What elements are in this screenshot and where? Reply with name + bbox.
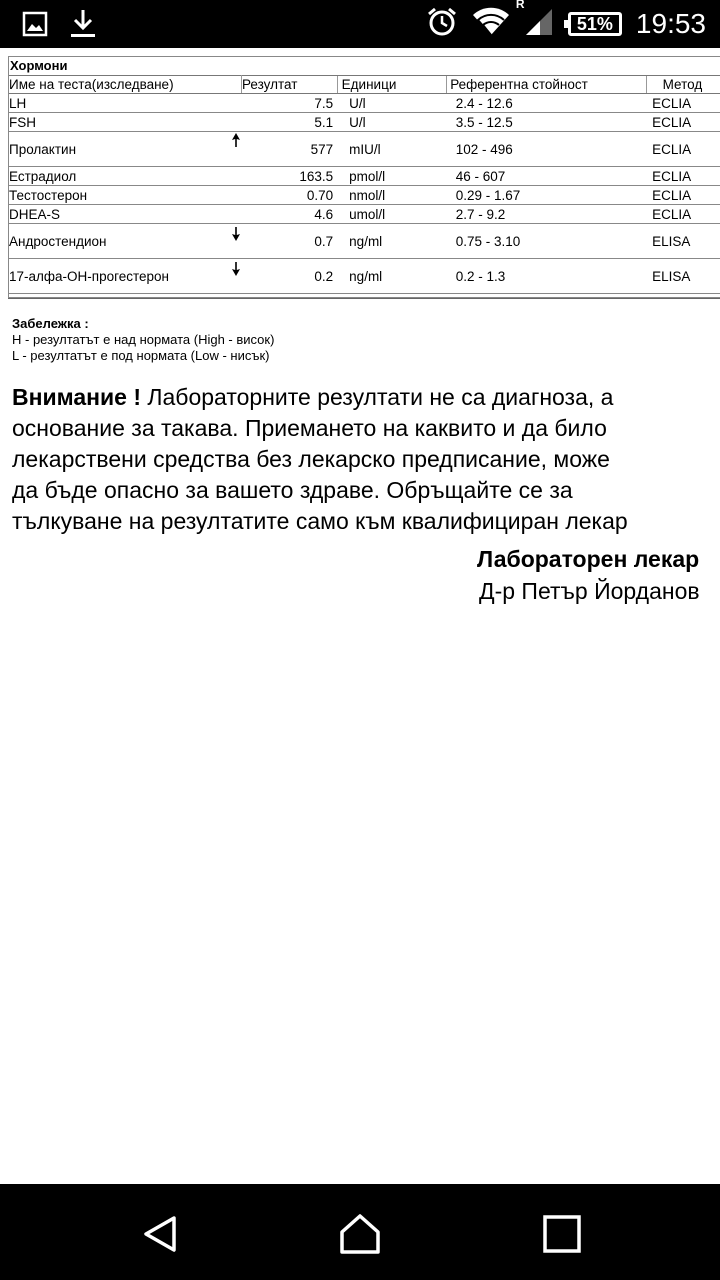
test-result: 5.1 <box>241 113 337 132</box>
test-result: 0.2 <box>241 259 337 294</box>
test-method: ELISA <box>646 224 720 259</box>
test-method: ECLIA <box>646 113 720 132</box>
battery-level: 51% <box>576 13 613 34</box>
col-result-header: Резултат <box>241 76 337 94</box>
col-method-header: Метод <box>646 76 720 94</box>
back-icon[interactable] <box>138 1212 182 1256</box>
table-row <box>9 205 720 224</box>
clock: 19:53 <box>635 8 706 39</box>
warning-line-1: Лабораторните резултати не са диагноза, а <box>141 384 614 410</box>
warning-line-3: лекарствени средства без лекарско предписание, може <box>12 446 610 472</box>
warning-line-4: да бъде опасно за вашето здраве. Обръщайте се за <box>12 477 573 503</box>
arrow-up-icon <box>231 133 241 147</box>
home-icon[interactable] <box>338 1212 382 1256</box>
test-reference: 0.2 - 1.3 <box>447 259 646 294</box>
test-name: Тестостерон <box>9 186 231 205</box>
image-icon <box>22 11 48 41</box>
test-units: ng/ml <box>337 259 447 294</box>
col-reference-header: Референтна стойност <box>447 76 646 94</box>
test-name: DHEA-S <box>9 205 231 224</box>
warning-line-5: тълкуване на резултатите само към квалифициран лекар <box>12 508 628 534</box>
test-result: 4.6 <box>241 205 337 224</box>
roaming-label: R <box>515 0 525 11</box>
test-units: mIU/l <box>337 132 447 167</box>
test-units: U/l <box>337 113 447 132</box>
test-reference: 0.29 - 1.67 <box>447 186 646 205</box>
arrow-down-icon <box>231 262 241 276</box>
test-method: ECLIA <box>646 186 720 205</box>
test-units: ng/ml <box>337 224 447 259</box>
test-method: ECLIA <box>646 94 720 113</box>
test-method: ECLIA <box>646 205 720 224</box>
test-result: 0.70 <box>241 186 337 205</box>
test-reference: 102 - 496 <box>447 132 646 167</box>
flag <box>231 259 241 294</box>
note-low: L - резултатът е под нормата (Low - нисък) <box>12 348 270 363</box>
note-title: Забележка : <box>12 316 89 331</box>
test-name: LH <box>9 94 231 113</box>
warning-line-2: основание за такава. Приемането на каквито и да било <box>12 415 607 441</box>
flag <box>231 186 241 205</box>
flag <box>231 94 241 113</box>
warning-lead: Внимание ! <box>12 384 142 410</box>
test-units: nmol/l <box>337 186 447 205</box>
results-table <box>9 75 720 294</box>
doctor-title: Лабораторен лекар <box>477 546 700 572</box>
test-result: 577 <box>241 132 337 167</box>
test-reference: 3.5 - 12.5 <box>447 113 646 132</box>
test-result: 163.5 <box>241 167 337 186</box>
test-result: 0.7 <box>241 224 337 259</box>
col-units-header: Единици <box>337 76 447 94</box>
test-method: ECLIA <box>646 132 720 167</box>
table-row <box>9 167 720 186</box>
alarm-icon <box>426 6 458 42</box>
test-reference: 0.75 - 3.10 <box>447 224 646 259</box>
test-result: 7.5 <box>241 94 337 113</box>
test-reference: 2.7 - 9.2 <box>447 205 646 224</box>
battery-icon <box>568 12 622 36</box>
test-name: Андростендион <box>9 224 231 259</box>
col-name-header: Име на теста(изследване) <box>9 76 231 94</box>
section-title: Хормони <box>10 58 68 73</box>
wifi-icon <box>472 7 510 41</box>
document-view[interactable] <box>0 48 720 1184</box>
table-row <box>9 94 720 113</box>
flag <box>231 113 241 132</box>
test-name: 17-алфа-ОН-прогестерон <box>9 259 231 294</box>
test-units: U/l <box>337 94 447 113</box>
arrow-down-icon <box>231 227 241 241</box>
test-units: pmol/l <box>337 167 447 186</box>
doctor-name: Д-р Петър Йорданов <box>479 578 700 604</box>
test-reference: 2.4 - 12.6 <box>447 94 646 113</box>
flag <box>231 205 241 224</box>
table-row <box>9 113 720 132</box>
test-name: Пролактин <box>9 132 231 167</box>
download-icon <box>68 8 98 44</box>
note-high: H - резултатът е над нормата (High - висок) <box>12 332 275 347</box>
recents-icon[interactable] <box>540 1212 584 1256</box>
flag <box>231 167 241 186</box>
signal-icon <box>515 0 554 41</box>
table-row <box>9 132 720 167</box>
warning-text <box>12 382 720 537</box>
test-method: ELISA <box>646 259 720 294</box>
test-method: ECLIA <box>646 167 720 186</box>
table-row <box>9 224 720 259</box>
col-flag-header <box>231 76 241 94</box>
flag <box>231 224 241 259</box>
test-name: FSH <box>9 113 231 132</box>
navigation-bar <box>0 1184 720 1280</box>
table-row <box>9 259 720 294</box>
status-bar <box>0 0 720 48</box>
test-name: Естрадиол <box>9 167 231 186</box>
test-reference: 46 - 607 <box>447 167 646 186</box>
test-units: umol/l <box>337 205 447 224</box>
flag <box>231 132 241 167</box>
table-row <box>9 186 720 205</box>
